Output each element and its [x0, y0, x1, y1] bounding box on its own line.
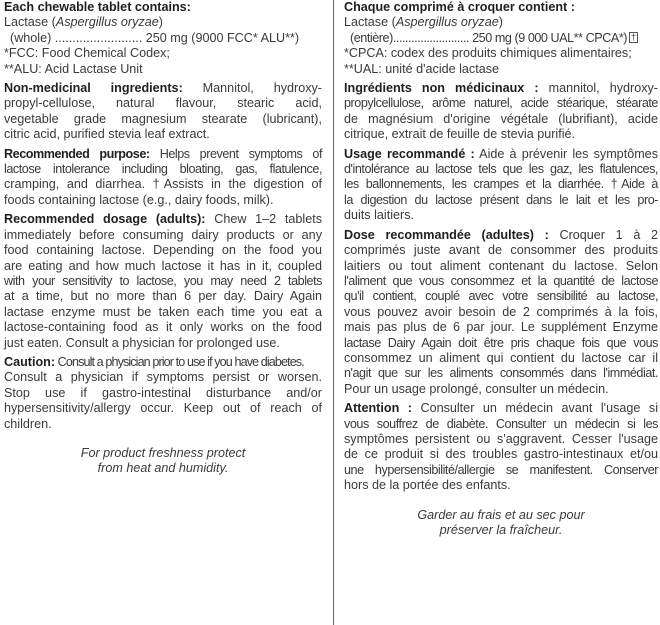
whole-amount-line: (whole) ......................... 250 mg (9000 FCC* ALU**)	[10, 30, 300, 45]
usage-heading: Usage recommandé :	[344, 146, 475, 161]
text-line: d'intolérance au lactose tels que les gaz, les flatulences,	[344, 162, 658, 177]
text-span: (entière)......................... 250 mg (9 000 UAL** CPCA*)	[350, 30, 628, 45]
text-line: de magnésium d'origine végétale (lubrifiant), acide	[344, 111, 658, 126]
text-line	[344, 147, 658, 162]
text-line: l'aliment que vous consommez et la quantité de lactose	[344, 273, 658, 288]
lactase-suffix: )	[158, 15, 163, 30]
french-column	[344, 0, 658, 538]
text-line: lactose-containing food as it only works on the food	[4, 320, 322, 335]
text-line: foods containing lactose (e.g., dairy foods, milk).	[4, 192, 274, 207]
text-line: lactase enzyme must be taken each time you eat a	[4, 304, 322, 319]
text-line	[344, 401, 658, 416]
text-line: hors de la portée des enfants.	[344, 478, 511, 493]
ual-footnote: **UAL: unité d'acide lactase	[344, 61, 500, 76]
text-line: comprimés juste avant de consommer des produits	[344, 243, 658, 258]
storage-note-en	[4, 446, 322, 477]
text-line	[4, 355, 322, 370]
text-line: n'agit que sur les aliments consommés dans l'immédiat.	[344, 366, 658, 381]
non-medicinal-heading: Non-medicinal ingredients:	[4, 81, 183, 96]
fcc-footnote: *FCC: Food Chemical Codex;	[4, 46, 170, 61]
text-line: are eating and how much lactose it has in it, coupled	[4, 258, 322, 273]
whole-amount-line	[344, 31, 658, 46]
text-line: la digestion du lactose présent dans le lait et les pro-	[344, 192, 658, 207]
text-line: lactose intolerance including bloating, gas, flatulence,	[4, 162, 322, 177]
lactase-line	[4, 15, 322, 30]
non-medicinal-section-fr	[344, 81, 658, 143]
text-line	[344, 81, 658, 96]
cpca-footnote: *CPCA: codex des produits chimiques alimentaires;	[344, 46, 632, 61]
text-line: lactase Dairy Again doit être pris chaque fois que vous	[344, 335, 658, 350]
alu-footnote: **ALU: Acid Lactase Unit	[4, 61, 143, 76]
text-line: les ballonnements, les crampes et la diarrhée. †Aide à	[344, 177, 658, 192]
text-line: from heat and humidity.	[97, 461, 229, 476]
caution-heading: Caution:	[4, 354, 56, 369]
lactase-prefix: Lactase (	[344, 15, 396, 30]
contents-section-en	[4, 0, 322, 77]
lactase-prefix: Lactase (	[4, 15, 56, 30]
text-line	[4, 147, 322, 162]
lactase-species: Aspergillus oryzae	[395, 15, 499, 30]
text-span: Mannitol, hydroxy-	[182, 81, 322, 96]
text-line: préserver la fraîcheur.	[439, 523, 563, 537]
column-divider	[333, 0, 334, 625]
text-line: children.	[4, 416, 52, 431]
usage-section-fr	[344, 147, 658, 224]
text-line: vous souffrez de diabète. Consulter un médecin si les	[344, 416, 658, 431]
text-span: Croquer 1 à 2	[548, 227, 658, 242]
text-line: at a time, but no more than 6 per day. Dairy Again	[4, 289, 322, 304]
text-line: hypersensitivity/allergy occur. Keep out of reach of	[4, 401, 322, 416]
text-line: citric acid, purified stevia leaf extract.	[4, 127, 210, 142]
text-line: Stop use if gastro-intestinal disturbance and/or	[4, 385, 322, 400]
attention-heading: Attention :	[344, 401, 412, 416]
lactase-species: Aspergillus oryzae	[55, 15, 159, 30]
text-line: cramping, and diarrhea. †Assists in the digestion of	[4, 177, 322, 192]
text-line: symptômes persistent ou s'aggravent. Cesser l'usage	[344, 431, 658, 446]
text-line: propylcellulose, arôme naturel, acide stéarique, stéarate	[344, 96, 658, 111]
purpose-section-en	[4, 147, 322, 209]
text-line: just eaten. Consult a physician for prolonged use.	[4, 335, 280, 350]
text-span: Aide à prévenir les symptômes	[474, 146, 658, 161]
text-line: immediately before consuming dairy products or any	[4, 227, 322, 242]
text-line: qu'il contient, couplé avec votre sensibilité au lactose,	[344, 289, 658, 304]
text-line: duits laitiers.	[344, 208, 414, 223]
text-line: food containing lactose. Depending on the food you	[4, 243, 322, 258]
text-span: Helps prevent symptoms of	[149, 146, 323, 161]
text-line: laitiers ou tout aliment contenant du lactose. Selon	[344, 258, 658, 273]
non-medicinal-section-en	[4, 81, 322, 143]
dosage-heading: Recommended dosage (adults):	[4, 212, 206, 227]
dose-section-fr	[344, 228, 658, 397]
text-line: Consult a physician if symptoms persist or worsen.	[4, 370, 322, 385]
text-line: For product freshness protect	[80, 445, 246, 460]
text-line: mais pas plus de 6 par jour. Le supplément Enzyme	[344, 320, 658, 335]
text-line: de ce produit si des troubles gastro-intestinaux et/ou	[344, 447, 658, 462]
non-medicinal-heading: Ingrédients non médicinaux :	[344, 81, 539, 96]
attention-section-fr	[344, 401, 658, 493]
text-line: vous pouvez avoir besoin de 2 comprimés à la fois,	[344, 304, 658, 319]
text-line: consommez un aliment qui contient du lactose car il	[344, 350, 658, 365]
text-line	[344, 228, 658, 243]
dosage-section-en	[4, 212, 322, 351]
text-line	[4, 212, 322, 227]
dose-heading: Dose recommandée (adultes) :	[344, 227, 549, 242]
text-span: mannitol, hydroxy-	[538, 81, 659, 96]
storage-note-fr	[344, 508, 658, 539]
text-line: with your sensitivity to lactose, you may need 2 tablets	[4, 273, 322, 288]
text-line: Pour un usage prolongé, consulter un médecin.	[344, 381, 609, 396]
lactase-suffix: )	[498, 15, 503, 30]
purpose-heading: Recommended purpose:	[4, 146, 150, 161]
text-line: Garder au frais et au sec pour	[417, 507, 585, 522]
english-column	[4, 0, 322, 477]
contents-section-fr	[344, 0, 658, 77]
text-span: Consult a physician prior to use if you have diabetes.	[55, 354, 304, 369]
contents-heading: Each chewable tablet contains:	[4, 0, 191, 14]
text-span: Chew 1–2 tablets	[205, 212, 322, 227]
caution-section-en	[4, 355, 322, 432]
text-line: une hypersensibilité/allergie se manifestent. Conserver	[344, 462, 658, 477]
lactase-line	[344, 15, 658, 30]
text-line: citrique, extrait de feuille de stevia purifié.	[344, 127, 576, 142]
text-line	[4, 81, 322, 96]
contents-heading: Chaque comprimé à croquer contient :	[344, 0, 575, 14]
text-line: propyl-cellulose, natural flavour, stearic acid,	[4, 96, 322, 111]
dagger-badge: †	[631, 31, 636, 42]
text-span: Consulter un médecin avant l'usage si	[411, 401, 658, 416]
text-line: vegetable grade magnesium stearate (lubricant),	[4, 111, 322, 126]
